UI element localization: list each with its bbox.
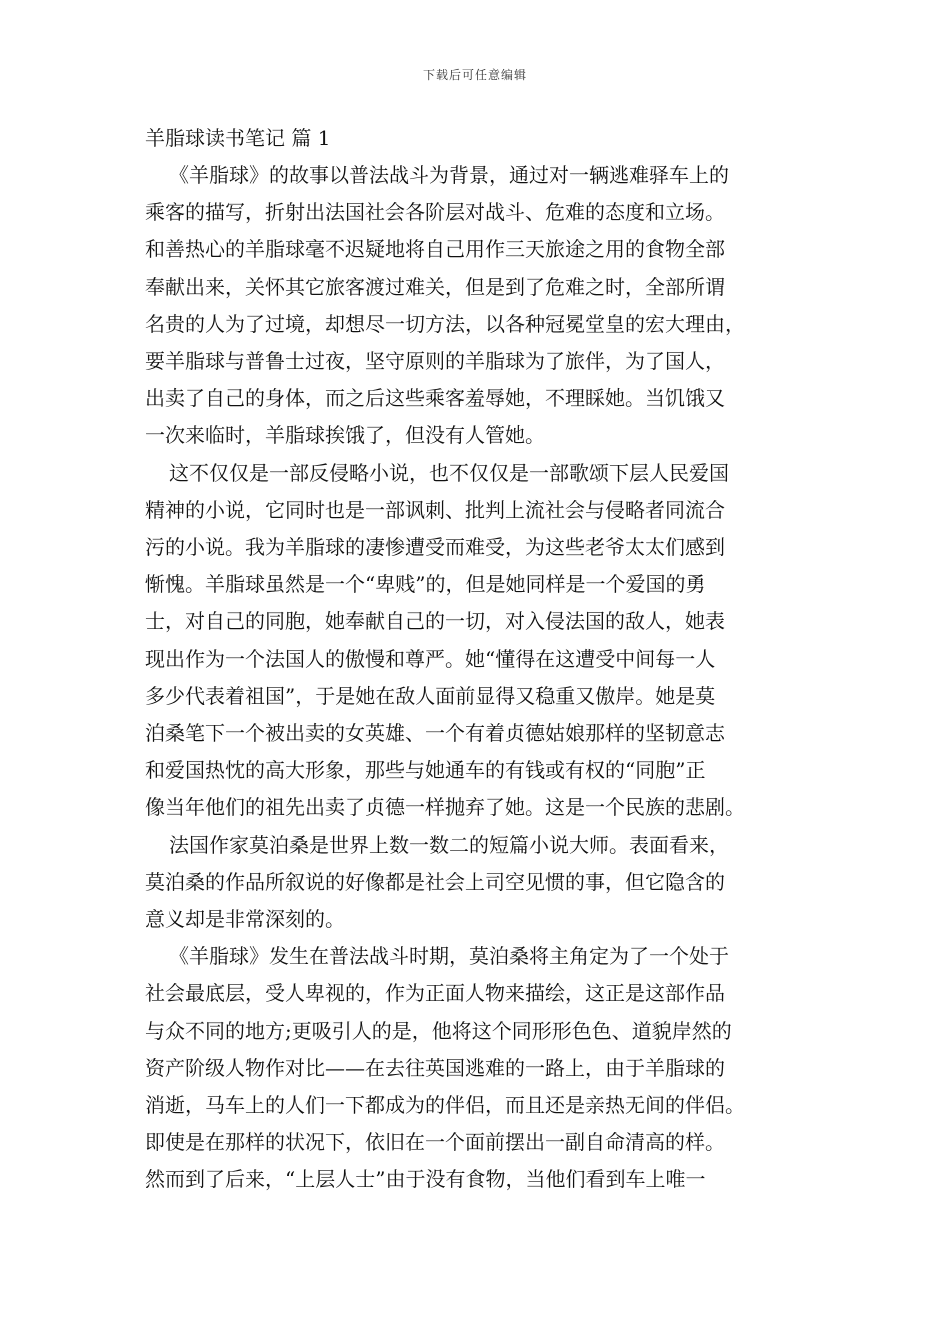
page-header: 下载后可任意编辑 xyxy=(422,68,527,82)
paragraph-line: 与众不同的地方;更吸引人的是，他将这个同形形色色、道貌岸然的 xyxy=(145,1018,732,1043)
paragraph-line: 现出作为一个法国人的傲慢和尊严。她“懂得在这遭受中间每一人 xyxy=(145,646,716,671)
paragraph-line: 这不仅仅是一部反侵略小说，也不仅仅是一部歌颂下层人民爱国 xyxy=(169,460,729,485)
paragraph-line: 莫泊桑的作品所叙说的好像都是社会上司空见惯的事，但它隐含的 xyxy=(145,869,725,894)
paragraph-line: 奉献出来，关怀其它旅客渡过难关，但是到了危难之时，全部所谓 xyxy=(145,274,725,299)
paragraph-line: 《羊脂球》发生在普法战斗时期，莫泊桑将主角定为了一个处于 xyxy=(169,944,729,969)
paragraph-line: 和爱国热忱的高大形象，那些与她通车的有钱或有权的“同胞”正 xyxy=(145,758,706,783)
paragraph-line: 和善热心的羊脂球毫不迟疑地将自己用作三天旅途之用的食物全部 xyxy=(145,237,725,262)
paragraph-line: 像当年他们的祖先出卖了贞德一样抛弃了她。这是一个民族的悲剧。 xyxy=(145,795,745,820)
paragraph-line: 士，对自己的同胞，她奉献自己的一切，对入侵法国的敌人，她表 xyxy=(145,609,725,634)
paragraph-line: 出卖了自己的身体，而之后这些乘客羞辱她，不理睬她。当饥饿又 xyxy=(145,386,725,411)
paragraph-line: 精神的小说，它同时也是一部讽刺、批判上流社会与侵略者同流合 xyxy=(145,497,725,522)
paragraph-line: 泊桑笔下一个被出卖的女英雄、一个有着贞德姑娘那样的坚韧意志 xyxy=(145,721,725,746)
paragraph-4 xyxy=(145,938,815,1198)
paragraph-line: 社会最底层，受人卑视的，作为正面人物来描绘，这正是这部作品 xyxy=(145,981,725,1006)
paragraph-line: 一次来临时，羊脂球挨饿了，但没有人管她。 xyxy=(145,423,545,448)
paragraph-line: 资产阶级人物作对比——在去往英国逃难的一路上，由于羊脂球的 xyxy=(145,1055,725,1080)
paragraph-line: 然而到了后来，“上层人士”由于没有食物，当他们看到车上唯一 xyxy=(145,1167,706,1192)
paragraph-line: 意义却是非常深刻的。 xyxy=(145,907,345,932)
paragraph-line: 污的小说。我为羊脂球的凄惨遭受而难受，为这些老爷太太们感到 xyxy=(145,535,725,560)
paragraph-line: 名贵的人为了过境，却想尽一切方法，以各种冠冕堂皇的宏大理由， xyxy=(145,311,745,336)
document-body xyxy=(145,120,815,1199)
paragraph-line: 多少代表着祖国”，于是她在敌人面前显得又稳重又傲岸。她是莫 xyxy=(145,683,716,708)
paragraph-line: 《羊脂球》的故事以普法战斗为背景，通过对一辆逃难驿车上的 xyxy=(169,163,729,187)
paragraph-line: 惭愧。羊脂球虽然是一个“卑贱”的，但是她同样是一个爱国的勇 xyxy=(145,572,706,597)
paragraph-line: 乘客的描写，折射出法国社会各阶层对战斗、危难的态度和立场。 xyxy=(145,200,725,225)
paragraph-line: 消逝，马车上的人们一下都成为的伴侣，而且还是亲热无间的伴侣。 xyxy=(145,1093,745,1118)
paragraph-3 xyxy=(145,827,815,939)
paragraph-1 xyxy=(145,157,815,455)
paragraph-line: 要羊脂球与普鲁士过夜，坚守原则的羊脂球为了旅伴，为了国人， xyxy=(145,349,725,374)
paragraph-2 xyxy=(145,455,815,827)
document-title: 羊脂球读书笔记 篇 1 xyxy=(145,126,331,150)
paragraph-line: 即使是在那样的状况下，依旧在一个面前摆出一副自命清高的样。 xyxy=(145,1130,725,1155)
paragraph-line: 法国作家莫泊桑是世界上数一数二的短篇小说大师。表面看来， xyxy=(169,832,729,857)
